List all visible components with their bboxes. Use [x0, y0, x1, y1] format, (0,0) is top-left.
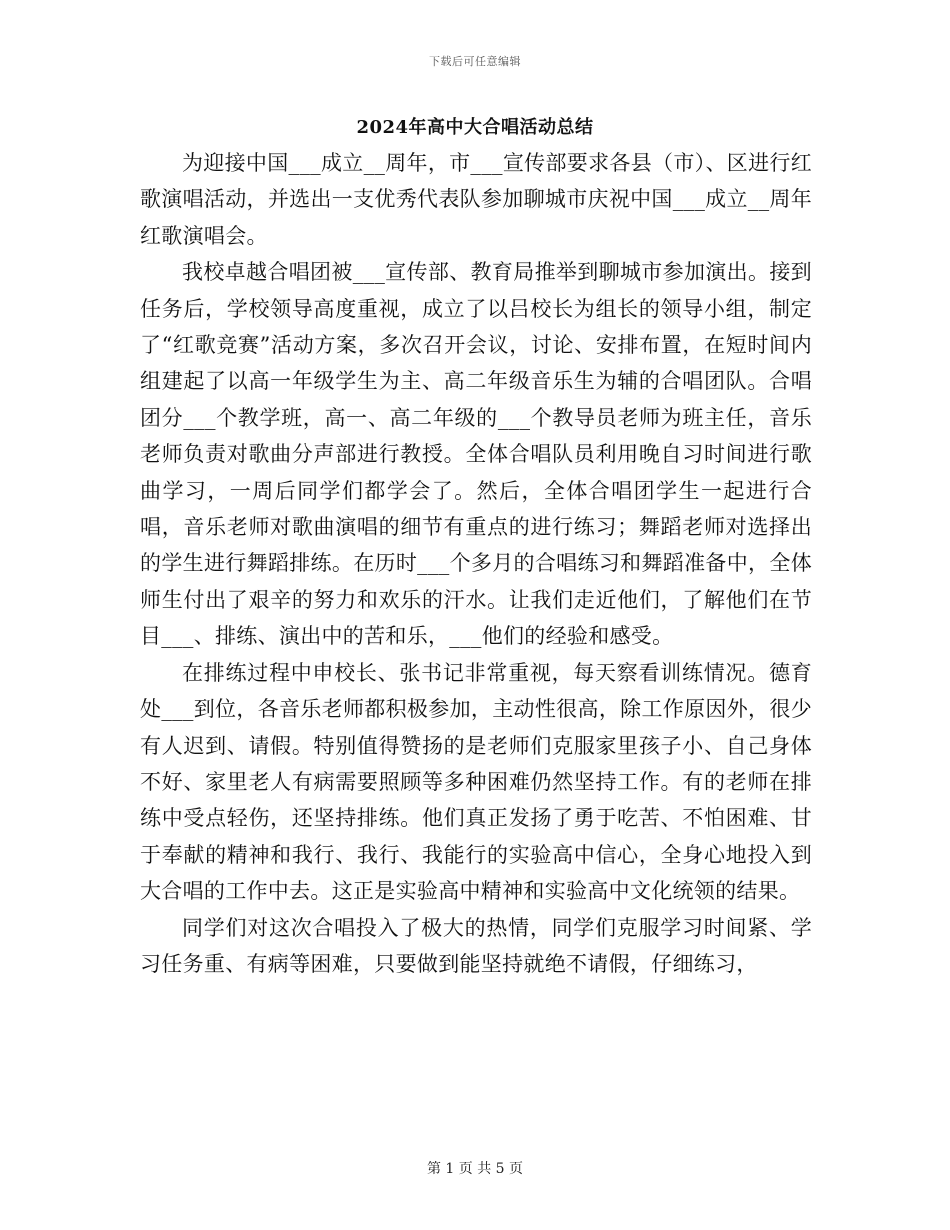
document-body	[140, 145, 812, 982]
paragraph: 在排练过程中申校长、张书记非常重视，每天察看训练情况。德育处___到位，各音乐老师都积极参加，主动性很高，除工作原因外，很少有人迟到、请假。特别值得赞扬的是老师们克服家里孩子小、自己身体不好、家里老人有病需要照顾等多种困难仍然坚持工作。有的老师在排练中受点轻伤，还坚持排练。他们真正发扬了勇于吃苦、不怕困难、甘于奉献的精神和我行、我行、我能行的实验高中信心，全身心地投入到大合唱的工作中去。这正是实验高中精神和实验高中文化统领的结果。	[140, 660, 812, 904]
paragraph: 为迎接中国___成立__周年，市___宣传部要求各县（市）、区进行红歌演唱活动，并选出一支优秀代表队参加聊城市庆祝中国___成立__周年红歌演唱会。	[140, 151, 812, 248]
header-note: 下载后可任意编辑	[429, 55, 521, 68]
paragraph: 同学们对这次合唱投入了极大的热情，同学们克服学习时间紧、学习任务重、有病等困难，只要做到能坚持就绝不请假，仔细练习，	[140, 915, 812, 976]
document-title: 2024年高中大合唱活动总结	[356, 117, 594, 138]
page-number: 第 1 页 共 5 页	[426, 1161, 524, 1177]
paragraph: 我校卓越合唱团被___宣传部、教育局推举到聊城市参加演出。接到任务后，学校领导高度重视，成立了以吕校长为组长的领导小组，制定了“红歌竞赛”活动方案，多次召开会议，讨论、安排布置，在短时间内组建起了以高一年级学生为主、高二年级音乐生为辅的合唱团队。合唱团分___个教学班，高一、高二年级的___个教导员老师为班主任，音乐老师负责对歌曲分声部进行教授。全体合唱队员利用晚自习时间进行歌曲学习，一周后同学们都学会了。然后，全体合唱团学生一起进行合唱，音乐老师对歌曲演唱的细节有重点的进行练习；舞蹈老师对选择出的学生进行舞蹈排练。在历时___个多月的合唱练习和舞蹈准备中，全体师生付出了艰辛的努力和欢乐的汗水。让我们走近他们，了解他们在节目___、排练、演出中的苦和乐，___他们的经验和感受。	[140, 260, 812, 649]
